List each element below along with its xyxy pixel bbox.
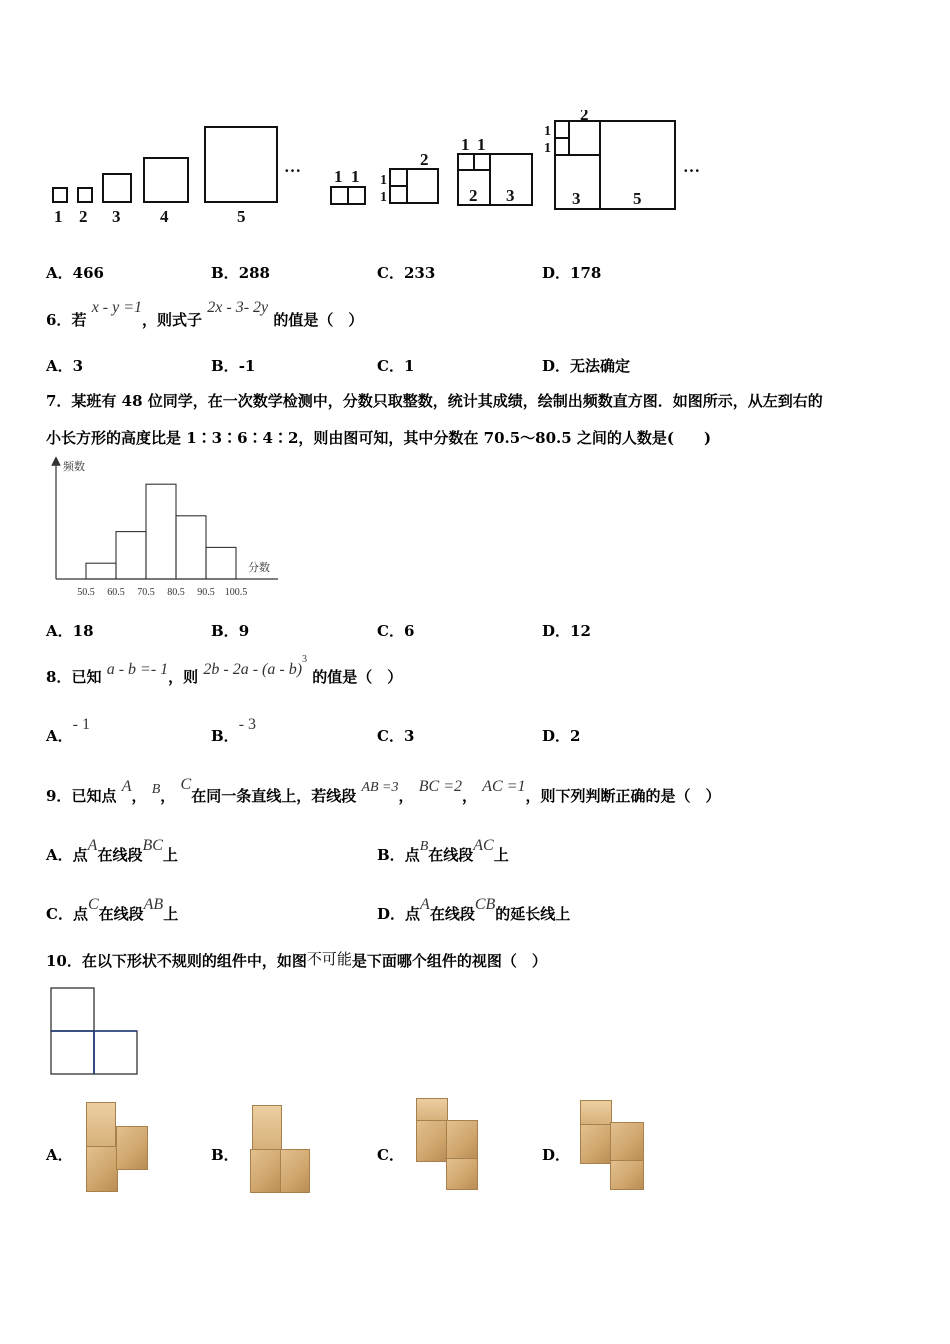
square-2 bbox=[78, 188, 92, 202]
q5-option-d[interactable]: D．178 bbox=[542, 264, 602, 282]
q10-option-a[interactable]: A． bbox=[46, 1146, 73, 1164]
q10-option-d[interactable]: D． bbox=[542, 1146, 571, 1164]
square-4 bbox=[144, 158, 188, 202]
label-4: 4 bbox=[160, 207, 169, 226]
svg-text:1: 1 bbox=[544, 124, 551, 139]
q8-stem: 8．已知 a - b =- 1，则 2b - 2a - (a - b)$^3$ 的值是（ ） bbox=[46, 654, 403, 686]
histogram-tick-label: 80.5 bbox=[167, 587, 185, 598]
q10-option-c[interactable]: C． bbox=[377, 1146, 404, 1164]
svg-text:3: 3 bbox=[572, 189, 581, 208]
q10-block-image-a bbox=[84, 1102, 150, 1194]
q5-option-b[interactable]: B．288 bbox=[211, 264, 270, 282]
q10-option-b[interactable]: B． bbox=[211, 1146, 239, 1164]
q9-option-a[interactable]: A．点A在线段BC上 bbox=[46, 837, 178, 864]
y-axis-label: 频数 bbox=[63, 461, 85, 473]
svg-text:1: 1 bbox=[477, 135, 486, 154]
label-1: 1 bbox=[54, 207, 63, 226]
svg-text:2: 2 bbox=[580, 110, 589, 124]
q7-option-b[interactable]: B．9 bbox=[211, 622, 250, 640]
svg-text:1: 1 bbox=[380, 190, 387, 205]
svg-text:5: 5 bbox=[633, 189, 642, 208]
label-5: 5 bbox=[237, 207, 246, 226]
histogram-tick-label: 50.5 bbox=[77, 587, 95, 598]
q8-option-d[interactable]: D．2 bbox=[542, 727, 581, 745]
square-3 bbox=[103, 174, 131, 202]
q5-square-figure bbox=[45, 110, 725, 230]
label-2: 2 bbox=[79, 207, 88, 226]
histogram-bar bbox=[116, 532, 146, 579]
q9-option-d[interactable]: D．点A在线段CB的延长线上 bbox=[377, 896, 571, 923]
q8-option-c[interactable]: C．3 bbox=[377, 727, 415, 745]
q7-option-d[interactable]: D．12 bbox=[542, 622, 591, 640]
q10-block-image-c bbox=[414, 1098, 480, 1192]
q6-stem: 6．若 x - y =1，则式子 2x - 3- 2y 的值是（ ） bbox=[46, 299, 364, 329]
ellipsis-1: … bbox=[284, 157, 301, 176]
x-axis-label: 分数 bbox=[248, 562, 270, 574]
q10-block-image-b bbox=[248, 1105, 312, 1195]
q9-stem: 9．已知点 A， B， C在同一条直线上，若线段 AB =3， BC =2， AC =1，则下列判断正确的是（ ） bbox=[46, 776, 721, 805]
q6-option-a[interactable]: A．3 bbox=[46, 357, 84, 375]
svg-text:2: 2 bbox=[469, 186, 478, 205]
q6-option-d[interactable]: D．无法确定 bbox=[542, 357, 631, 375]
q10-block-image-d bbox=[578, 1100, 648, 1192]
histogram-bar bbox=[206, 547, 236, 579]
histogram-bar bbox=[86, 563, 116, 579]
svg-text:1: 1 bbox=[334, 167, 343, 186]
q10-view-figure bbox=[48, 985, 140, 1077]
q9-option-c[interactable]: C．点C在线段AB上 bbox=[46, 896, 179, 923]
histogram-tick-label: 90.5 bbox=[197, 587, 215, 598]
q10-stem: 10．在以下形状不规则的组件中，如图不可能是下面哪个组件的视图（ ） bbox=[46, 950, 547, 970]
histogram-tick-label: 100.5 bbox=[224, 587, 248, 598]
label-3: 3 bbox=[112, 207, 121, 226]
q6-option-b[interactable]: B．-1 bbox=[211, 357, 256, 375]
square-5 bbox=[205, 127, 277, 202]
q8-option-b[interactable]: B．- 3 bbox=[211, 716, 257, 745]
ellipsis-2: … bbox=[683, 157, 700, 176]
svg-text:1: 1 bbox=[351, 167, 360, 186]
svg-text:1: 1 bbox=[461, 135, 470, 154]
svg-text:3: 3 bbox=[506, 186, 515, 205]
q7-stem-line2: 小长方形的高度比是 1∶3∶6∶4∶2，则由图可知，其中分数在 70.5～80.5 之间的人数是( ) bbox=[46, 429, 712, 447]
q5-option-a[interactable]: A．466 bbox=[46, 264, 104, 282]
q8-option-a[interactable]: A．- 1 bbox=[46, 716, 90, 745]
q7-stem-line1: 7．某班有 48 位同学，在一次数学检测中，分数只取整数，统计其成绩，绘制出频数直方图．如图所示，从左到右的 bbox=[46, 392, 823, 410]
histogram-bar bbox=[176, 516, 206, 579]
histogram-tick-label: 70.5 bbox=[137, 587, 155, 598]
svg-text:1: 1 bbox=[544, 141, 551, 156]
svg-text:2: 2 bbox=[420, 150, 429, 169]
q9-option-b[interactable]: B．点B在线段AC上 bbox=[377, 837, 509, 864]
q5-option-c[interactable]: C．233 bbox=[377, 264, 436, 282]
q7-option-a[interactable]: A．18 bbox=[46, 622, 94, 640]
histogram-bar bbox=[146, 484, 176, 579]
q7-option-c[interactable]: C．6 bbox=[377, 622, 415, 640]
svg-text:1: 1 bbox=[380, 173, 387, 188]
q7-histogram bbox=[40, 455, 300, 605]
square-1 bbox=[53, 188, 67, 202]
histogram-tick-label: 60.5 bbox=[107, 587, 125, 598]
q6-option-c[interactable]: C．1 bbox=[377, 357, 415, 375]
